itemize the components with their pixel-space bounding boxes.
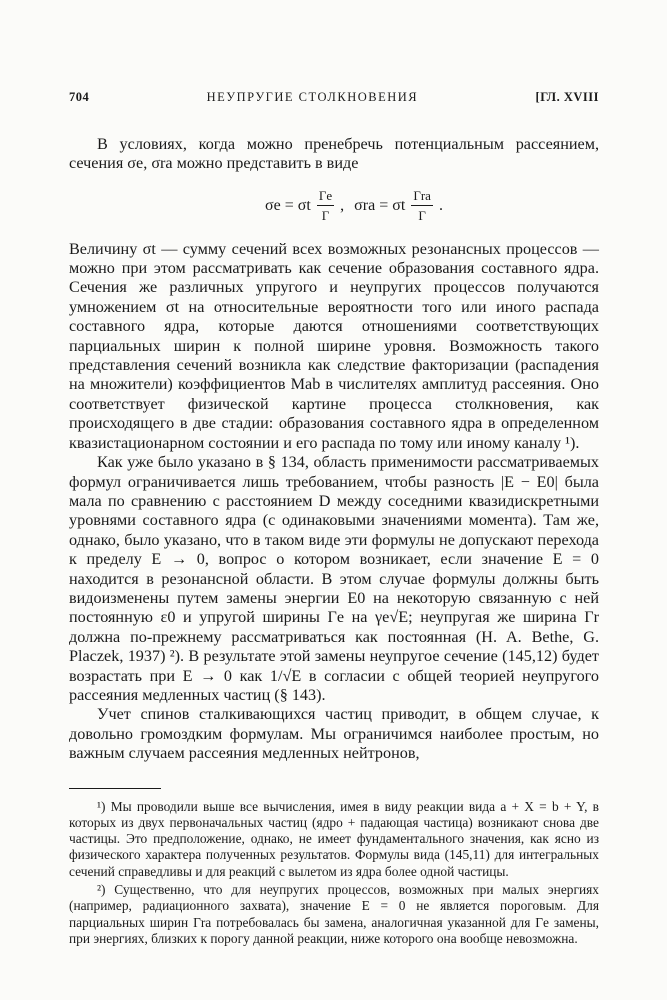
footnote-divider [69, 788, 161, 789]
footnotes [69, 799, 599, 948]
footnote-2: ²) Существенно, что для неупругих процессов, возможных при малых энергиях (например, радиационного захвата), значение E = 0 не является пороговым. Для парциальных ширин Γra потребовалась бы замена, аналогичная указанной для Γe замены, при энергиях, близких к порогу данной реакции, ниже которого она вообще невозможна. [69, 882, 599, 946]
paragraph-1: В условиях, когда можно пренебречь потенциальным рассеянием, сечения σe, σra можно представить в виде [69, 135, 599, 173]
chapter-marker: [ГЛ. XVIII [535, 90, 599, 104]
formula-lhs-1: σe = σt [265, 197, 311, 215]
running-title: НЕУПРУГИЕ СТОЛКНОВЕНИЯ [206, 90, 419, 104]
formula-lhs-2: σra = σt [354, 197, 406, 215]
fraction-1 [317, 186, 334, 226]
main-text [69, 135, 599, 764]
fraction-2-denominator: Γ [418, 208, 426, 224]
running-header [69, 90, 599, 105]
fraction-2-numerator: Γra [411, 186, 433, 206]
fraction-1-denominator: Γ [321, 208, 330, 224]
fraction-1-numerator: Γe [317, 186, 334, 206]
paragraph-3: Как уже было указано в § 134, область применимости рассматриваемых формул ограничивается лишь требованием, чтобы разность |E − E0| была мала по сравнению с расстоянием D между соседними квазидискретными уровнями составного ядра (с одинаковыми значениями момента). Там же, однако, было указано, что в таком виде эти формулы не допускают перехода к пределу E → 0, вопрос о котором возникает, если значение E = 0 находится в резонансной области. В этом случае формулы должны быть видоизменены путем замены энергии E0 на некоторую связанную с ней постоянную ε0 и упругой ширины Γe на γe√E; неупругая же ширина Γr должна по-прежнему рассматриваться как постоянная (H. A. Bethe, G. Placzek, 1937) ²). В результате этой замены неупругое сечение (145,12) будет возрастать при E → 0 как 1/√E в согласии с общей теорией неупругого рассеяния медленных частиц (§ 143). [69, 453, 599, 704]
formula-separator: , [340, 197, 345, 215]
footnote-1: ¹) Мы проводили выше все вычисления, имея в виду реакции вида a + X = b + Y, в которых из двух первоначальных частиц (ядро + падающая частица) возникают снова две частицы. Это предположение, однако, не имеет фундаментального значения, как ясно из физического характера полученных результатов. Формулы вида (145,11) для интегральных сечений справедливы и для реакций с вылетом из ядра более одной частицы. [69, 798, 599, 879]
paragraph-4: Учет спинов сталкивающихся частиц приводит, в общем случае, к довольно громоздким формулам. Мы ограничимся наиболее простым, но важным случаем рассеяния медленных нейтронов, [69, 705, 599, 763]
formula-end: . [438, 197, 443, 215]
fraction-2 [411, 186, 433, 226]
formula [109, 186, 599, 226]
paragraph-2: Величину σt — сумму сечений всех возможных резонансных процессов — можно при этом рассматривать как сечение образования составного ядра. Сечения же различных упругого и неупругих процессов получаются умножением σt на относительные вероятности того или иного распада составного ядра, которые даются отношениями соответствующих парциальных ширин к полной ширине уровня. Возможность такого представления сечений возникла как следствие факторизации (распадения на множители) коэффициентов Mab в числителях амплитуд рассеяния. Оно соответствует физической картине процесса столкновения, как происходящего в две стадии: образования составного ядра в определенном квазистационарном состоянии и его распада по тому или иному каналу ¹). [69, 239, 599, 452]
page-number: 704 [69, 90, 90, 104]
page [69, 90, 599, 947]
